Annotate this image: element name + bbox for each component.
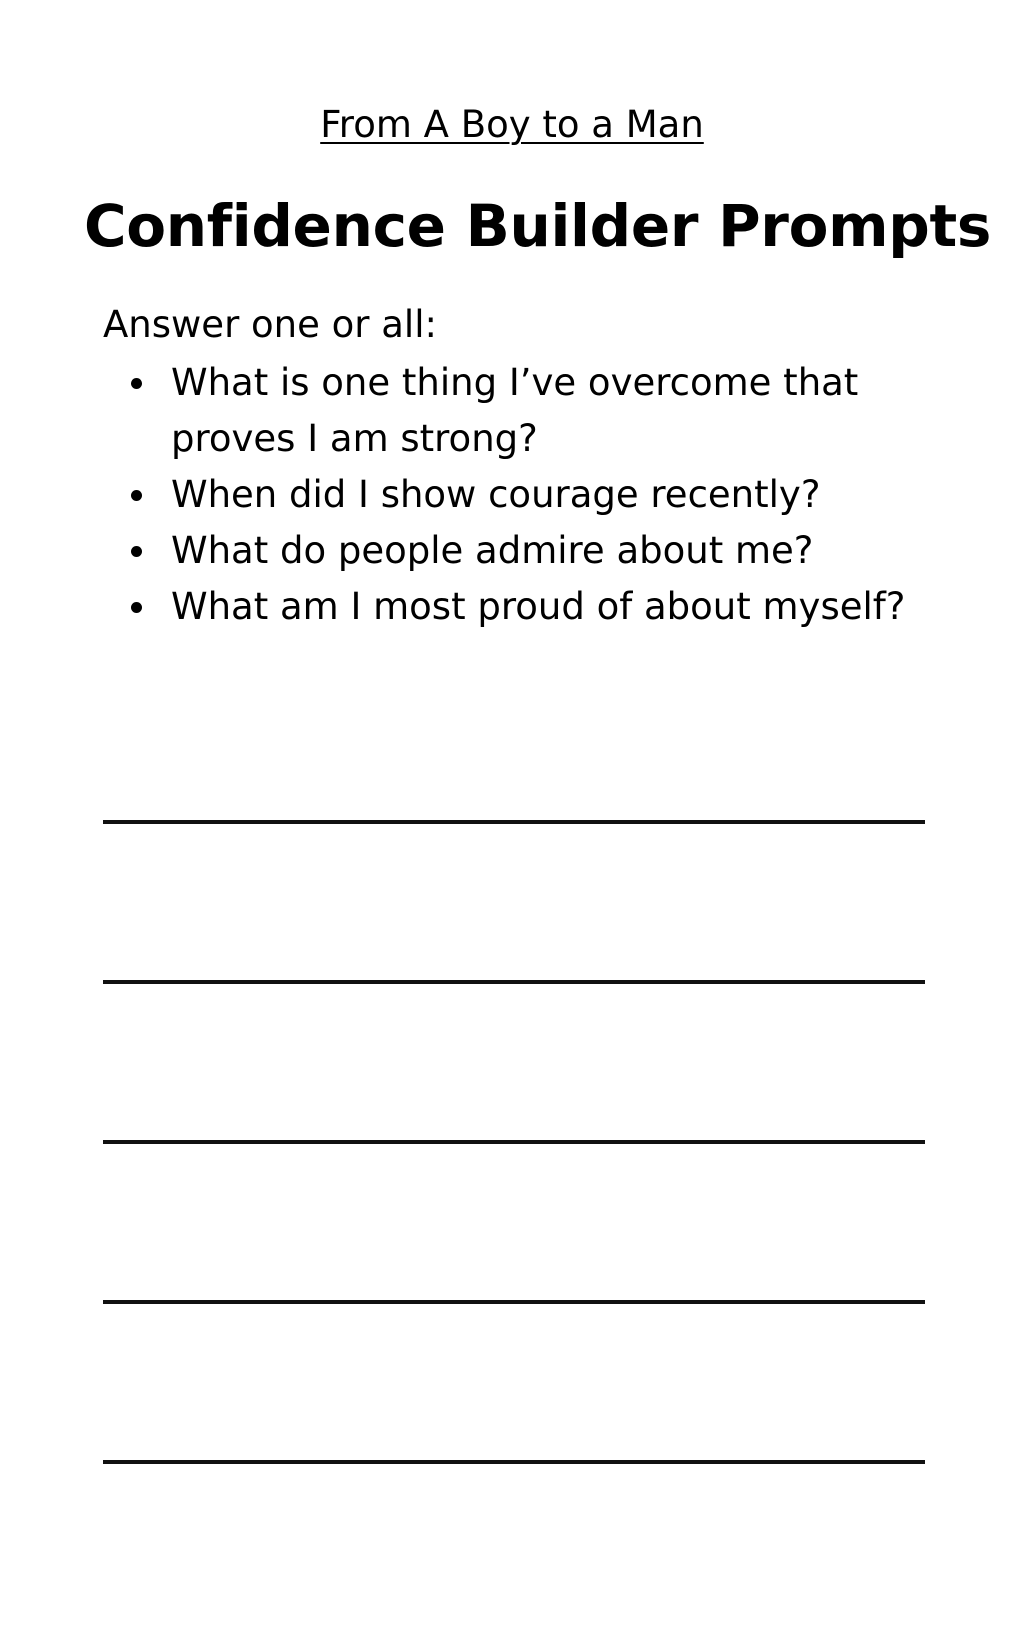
bullet-icon [131,378,142,389]
prompt-text: What am I most proud of about myself? [171,585,906,628]
answer-line [103,980,925,984]
answer-line [103,1300,925,1304]
subtitle: From A Boy to a Man [320,103,704,146]
bullet-icon [131,490,142,501]
instructions: Answer one or all: [103,303,437,346]
prompt-text: What do people admire about me? [171,529,814,572]
prompt-list [103,355,963,635]
prompt-item [103,467,963,523]
bullet-icon [131,602,142,613]
prompt-item [103,523,963,579]
answer-line [103,1140,925,1144]
prompt-text: What is one thing I’ve overcome that proves I am strong? [171,361,859,460]
prompt-item [103,355,963,467]
page-title: Confidence Builder Prompts [84,192,992,260]
bullet-icon [131,546,142,557]
answer-line [103,1460,925,1464]
prompt-item [103,579,963,635]
answer-line [103,820,925,824]
prompt-text: When did I show courage recently? [171,473,821,516]
